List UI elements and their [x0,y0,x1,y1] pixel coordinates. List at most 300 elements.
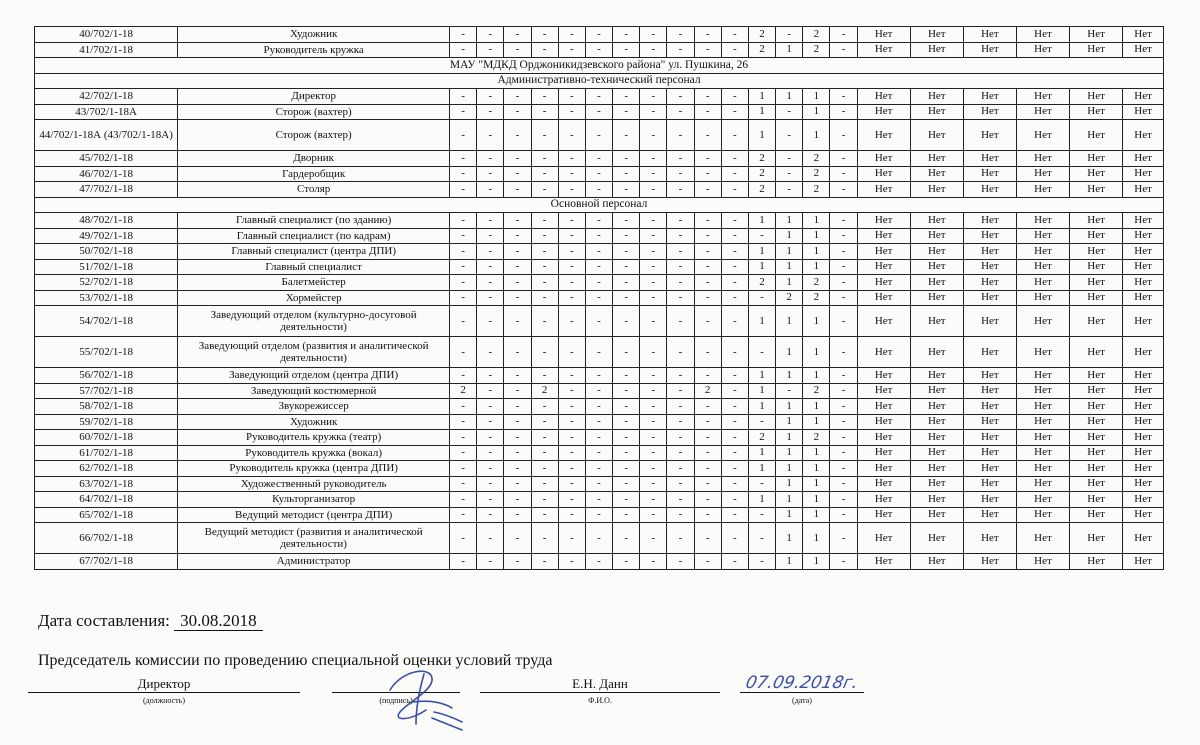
factor-class-cell: - [531,42,558,58]
factor-class-cell: - [721,290,748,306]
factor-class-cell: - [477,554,504,570]
guarantee-cell: Нет [1070,554,1123,570]
factor-class-cell: - [477,337,504,368]
factor-class-cell: - [558,507,585,523]
guarantee-cell: Нет [857,259,910,275]
factor-class-cell: - [477,89,504,105]
factor-class-cell: - [613,445,640,461]
factor-class-cell: 1 [776,476,803,492]
factor-class-cell: - [640,399,667,415]
table-row [35,182,1164,198]
guarantee-cell: Нет [1016,120,1069,151]
factor-class-cell: - [504,368,531,384]
table-row [35,42,1164,58]
factor-class-cell: - [640,461,667,477]
guarantee-cell: Нет [1123,430,1164,446]
table-row [35,383,1164,399]
factor-class-cell: - [450,290,477,306]
guarantee-cell: Нет [1070,414,1123,430]
table-row [35,104,1164,120]
factor-class-cell: 1 [748,383,775,399]
factor-class-cell: - [694,244,721,260]
factor-class-cell: - [477,259,504,275]
factor-class-cell: - [558,476,585,492]
factor-class-cell: 1 [776,228,803,244]
factor-class-cell: - [450,399,477,415]
guarantee-cell: Нет [1123,213,1164,229]
position-name: Сторож (вахтер) [178,104,450,120]
factor-class-cell: - [613,182,640,198]
factor-class-cell: - [830,414,857,430]
factor-class-cell: - [748,414,775,430]
guarantee-cell: Нет [963,306,1016,337]
factor-class-cell: - [613,492,640,508]
factor-class-cell: - [748,523,775,554]
factor-class-cell: - [477,228,504,244]
factor-class-cell: - [721,399,748,415]
guarantee-cell: Нет [1016,151,1069,167]
factor-class-cell: 1 [803,228,830,244]
factor-class-cell: - [531,120,558,151]
guarantee-cell: Нет [1070,507,1123,523]
factor-class-cell: - [613,476,640,492]
factor-class-cell: - [613,166,640,182]
factor-class-cell: 1 [803,445,830,461]
table-row [35,445,1164,461]
factor-class-cell: - [830,151,857,167]
table-row [35,306,1164,337]
guarantee-cell: Нет [910,27,963,43]
factor-class-cell: - [585,120,612,151]
factor-class-cell: 1 [803,213,830,229]
guarantee-cell: Нет [1016,492,1069,508]
factor-class-cell: - [776,182,803,198]
guarantee-cell: Нет [1123,244,1164,260]
factor-class-cell: - [613,523,640,554]
factor-class-cell: 2 [803,430,830,446]
sout-results-table-page [34,26,1164,570]
factor-class-cell: 1 [803,461,830,477]
factor-class-cell: 2 [748,166,775,182]
guarantee-cell: Нет [963,368,1016,384]
factor-class-cell: - [667,554,694,570]
factor-class-cell: - [667,507,694,523]
handwritten-signature [372,662,472,734]
guarantee-cell: Нет [910,166,963,182]
guarantee-cell: Нет [963,166,1016,182]
table-row [35,120,1164,151]
factor-class-cell: 1 [776,213,803,229]
table-row [35,430,1164,446]
workplace-code: 55/702/1-18 [35,337,178,368]
position-name: Администратор [178,554,450,570]
factor-class-cell: 2 [803,383,830,399]
factor-class-cell: 1 [748,368,775,384]
guarantee-cell: Нет [910,492,963,508]
guarantee-cell: Нет [857,430,910,446]
factor-class-cell: - [531,228,558,244]
guarantee-cell: Нет [963,507,1016,523]
factor-class-cell: - [830,104,857,120]
factor-class-cell: - [558,414,585,430]
workplace-code: 42/702/1-18 [35,89,178,105]
factor-class-cell: - [613,213,640,229]
table-row [35,259,1164,275]
workplace-code: 67/702/1-18 [35,554,178,570]
factor-class-cell: - [531,399,558,415]
table-row [35,523,1164,554]
position-name: Заведующий отделом (развития и аналитической деятельности) [178,337,450,368]
guarantee-cell: Нет [857,166,910,182]
factor-class-cell: - [667,213,694,229]
position-name: Руководитель кружка (театр) [178,430,450,446]
factor-class-cell: 2 [803,42,830,58]
factor-class-cell: - [450,306,477,337]
factor-class-cell: - [830,445,857,461]
guarantee-cell: Нет [1016,399,1069,415]
guarantee-cell: Нет [1123,166,1164,182]
factor-class-cell: 1 [748,492,775,508]
guarantee-cell: Нет [910,476,963,492]
guarantee-cell: Нет [857,306,910,337]
guarantee-cell: Нет [1123,27,1164,43]
factor-class-cell: - [667,259,694,275]
guarantee-cell: Нет [1070,476,1123,492]
factor-class-cell: - [477,27,504,43]
guarantee-cell: Нет [910,120,963,151]
factor-class-cell: 1 [803,399,830,415]
name-field [480,676,720,693]
factor-class-cell: - [667,476,694,492]
guarantee-cell: Нет [1123,523,1164,554]
factor-class-cell: - [531,507,558,523]
factor-class-cell: - [830,228,857,244]
factor-class-cell: 2 [748,151,775,167]
factor-class-cell: - [694,554,721,570]
factor-class-cell: - [477,42,504,58]
workplace-code: 53/702/1-18 [35,290,178,306]
factor-class-cell: - [613,151,640,167]
factor-class-cell: - [477,430,504,446]
factor-class-cell: - [450,259,477,275]
factor-class-cell: - [477,399,504,415]
position-name: Балетмейстер [178,275,450,291]
factor-class-cell: - [450,213,477,229]
factor-class-cell: - [531,244,558,260]
factor-class-cell: - [640,42,667,58]
factor-class-cell: 1 [748,259,775,275]
factor-class-cell: - [585,290,612,306]
factor-class-cell: - [694,182,721,198]
section-title: Административно-технический персонал [35,73,1164,89]
factor-class-cell: - [477,445,504,461]
guarantee-cell: Нет [1016,368,1069,384]
position-field [28,676,300,693]
position-name: Руководитель кружка [178,42,450,58]
guarantee-cell: Нет [1016,461,1069,477]
factor-class-cell: 1 [803,104,830,120]
table-row [35,275,1164,291]
guarantee-cell: Нет [910,42,963,58]
guarantee-cell: Нет [963,42,1016,58]
factor-class-cell: - [450,166,477,182]
factor-class-cell: - [830,259,857,275]
factor-class-cell: 2 [748,430,775,446]
position-name: Заведующий костюмерной [178,383,450,399]
factor-class-cell: - [450,507,477,523]
factor-class-cell: - [640,151,667,167]
position-name: Художник [178,414,450,430]
guarantee-cell: Нет [1123,275,1164,291]
guarantee-cell: Нет [963,244,1016,260]
factor-class-cell: - [504,27,531,43]
factor-class-cell: - [450,430,477,446]
name-caption: Ф.И.О. [588,696,612,705]
guarantee-cell: Нет [1123,337,1164,368]
table-row [35,337,1164,368]
factor-class-cell: - [776,120,803,151]
workplace-code: 50/702/1-18 [35,244,178,260]
guarantee-cell: Нет [857,290,910,306]
factor-class-cell: - [721,337,748,368]
factor-class-cell: - [721,89,748,105]
factor-class-cell: - [531,151,558,167]
factor-class-cell: - [477,213,504,229]
factor-class-cell: - [830,507,857,523]
factor-class-cell: - [667,337,694,368]
commission-chair-title: Председатель комиссии по проведению специальной оценки условий труда [38,652,553,669]
table-row [35,213,1164,229]
workplace-code: 48/702/1-18 [35,213,178,229]
factor-class-cell: - [640,275,667,291]
guarantee-cell: Нет [857,104,910,120]
factor-class-cell: - [748,228,775,244]
factor-class-cell: - [721,368,748,384]
position-name: Хормейстер [178,290,450,306]
factor-class-cell: - [477,182,504,198]
factor-class-cell: 1 [803,523,830,554]
factor-class-cell: - [585,182,612,198]
factor-class-cell: - [531,213,558,229]
position-name: Культорганизатор [178,492,450,508]
factor-class-cell: - [776,151,803,167]
factor-class-cell: - [585,42,612,58]
guarantee-cell: Нет [910,507,963,523]
factor-class-cell: - [613,104,640,120]
factor-class-cell: - [613,507,640,523]
factor-class-cell: - [450,337,477,368]
factor-class-cell: - [504,104,531,120]
factor-class-cell: 1 [748,461,775,477]
guarantee-cell: Нет [963,151,1016,167]
factor-class-cell: - [477,523,504,554]
factor-class-cell: 1 [803,306,830,337]
factor-class-cell: - [667,290,694,306]
factor-class-cell: - [667,89,694,105]
factor-class-cell: 1 [803,492,830,508]
guarantee-cell: Нет [857,368,910,384]
guarantee-cell: Нет [1070,182,1123,198]
guarantee-cell: Нет [963,27,1016,43]
table-row [35,89,1164,105]
factor-class-cell: - [640,523,667,554]
factor-class-cell: - [504,42,531,58]
guarantee-cell: Нет [1123,399,1164,415]
guarantee-cell: Нет [1070,259,1123,275]
guarantee-cell: Нет [857,275,910,291]
guarantee-cell: Нет [1123,368,1164,384]
factor-class-cell: - [721,445,748,461]
guarantee-cell: Нет [1123,507,1164,523]
factor-class-cell: - [504,89,531,105]
guarantee-cell: Нет [1123,42,1164,58]
factor-class-cell: - [613,244,640,260]
factor-class-cell: 1 [748,89,775,105]
factor-class-cell: - [585,476,612,492]
factor-class-cell: - [558,275,585,291]
factor-class-cell: - [613,275,640,291]
table-row [35,166,1164,182]
guarantee-cell: Нет [963,430,1016,446]
factor-class-cell: 2 [803,151,830,167]
guarantee-cell: Нет [857,27,910,43]
guarantee-cell: Нет [1016,430,1069,446]
guarantee-cell: Нет [963,554,1016,570]
workplace-code: 40/702/1-18 [35,27,178,43]
guarantee-cell: Нет [910,182,963,198]
factor-class-cell: - [667,445,694,461]
factor-class-cell: - [531,445,558,461]
factor-class-cell: - [694,166,721,182]
factor-class-cell: - [667,492,694,508]
factor-class-cell: 1 [776,461,803,477]
guarantee-cell: Нет [1123,383,1164,399]
position-caption: (должность) [143,696,185,705]
guarantee-cell: Нет [857,523,910,554]
factor-class-cell: - [504,414,531,430]
factor-class-cell: - [694,476,721,492]
guarantee-cell: Нет [1016,42,1069,58]
guarantee-cell: Нет [910,306,963,337]
factor-class-cell: - [477,368,504,384]
guarantee-cell: Нет [963,213,1016,229]
guarantee-cell: Нет [857,337,910,368]
factor-class-cell: - [694,445,721,461]
section-title: Основной персонал [35,197,1164,213]
guarantee-cell: Нет [1123,461,1164,477]
factor-class-cell: 1 [776,507,803,523]
guarantee-cell: Нет [910,383,963,399]
guarantee-cell: Нет [1070,275,1123,291]
factor-class-cell: - [694,290,721,306]
guarantee-cell: Нет [1070,244,1123,260]
factor-class-cell: - [504,430,531,446]
factor-class-cell: - [640,414,667,430]
factor-class-cell: 1 [748,399,775,415]
position-name: Художественный руководитель [178,476,450,492]
workplace-code: 64/702/1-18 [35,492,178,508]
workplace-code: 41/702/1-18 [35,42,178,58]
guarantee-cell: Нет [963,275,1016,291]
factor-class-cell: - [613,368,640,384]
workplace-code: 60/702/1-18 [35,430,178,446]
table-row [35,368,1164,384]
factor-class-cell: - [830,523,857,554]
workplace-code: 47/702/1-18 [35,182,178,198]
position-name: Главный специалист (центра ДПИ) [178,244,450,260]
guarantee-cell: Нет [1123,492,1164,508]
position-value: Директор [137,676,191,691]
factor-class-cell: - [450,476,477,492]
guarantee-cell: Нет [1016,337,1069,368]
factor-class-cell: - [504,166,531,182]
factor-class-cell: - [450,120,477,151]
factor-class-cell: - [558,554,585,570]
factor-class-cell: - [585,151,612,167]
factor-class-cell: - [721,275,748,291]
factor-class-cell: - [477,151,504,167]
factor-class-cell: 2 [748,42,775,58]
factor-class-cell: - [640,166,667,182]
factor-class-cell: - [640,476,667,492]
guarantee-cell: Нет [1123,554,1164,570]
factor-class-cell: 2 [531,383,558,399]
guarantee-cell: Нет [1070,461,1123,477]
factor-class-cell: - [640,213,667,229]
position-name: Дворник [178,151,450,167]
factor-class-cell: - [450,492,477,508]
position-name: Заведующий отделом (культурно-досуговой деятельности) [178,306,450,337]
factor-class-cell: - [640,507,667,523]
factor-class-cell: - [531,337,558,368]
factor-class-cell: - [667,166,694,182]
position-name: Главный специалист (по кадрам) [178,228,450,244]
factor-class-cell: - [640,228,667,244]
position-name: Главный специалист [178,259,450,275]
guarantee-cell: Нет [1016,306,1069,337]
factor-class-cell: - [830,244,857,260]
factor-class-cell: - [830,182,857,198]
factor-class-cell: - [585,383,612,399]
guarantee-cell: Нет [1016,476,1069,492]
factor-class-cell: - [613,290,640,306]
factor-class-cell: - [450,182,477,198]
table-row [35,228,1164,244]
factor-class-cell: - [830,337,857,368]
factor-class-cell: - [585,89,612,105]
position-name: Столяр [178,182,450,198]
guarantee-cell: Нет [910,430,963,446]
factor-class-cell: - [613,337,640,368]
factor-class-cell: - [830,89,857,105]
factor-class-cell: - [450,104,477,120]
factor-class-cell: - [531,492,558,508]
guarantee-cell: Нет [1016,414,1069,430]
factor-class-cell: - [721,383,748,399]
guarantee-cell: Нет [1016,523,1069,554]
workplace-code: 56/702/1-18 [35,368,178,384]
guarantee-cell: Нет [910,461,963,477]
workplace-code: 66/702/1-18 [35,523,178,554]
factor-class-cell: - [694,461,721,477]
factor-class-cell: - [504,476,531,492]
factor-class-cell: - [830,166,857,182]
factor-class-cell: 1 [776,244,803,260]
guarantee-cell: Нет [1016,104,1069,120]
factor-class-cell: - [558,166,585,182]
factor-class-cell: - [694,104,721,120]
factor-class-cell: - [748,507,775,523]
